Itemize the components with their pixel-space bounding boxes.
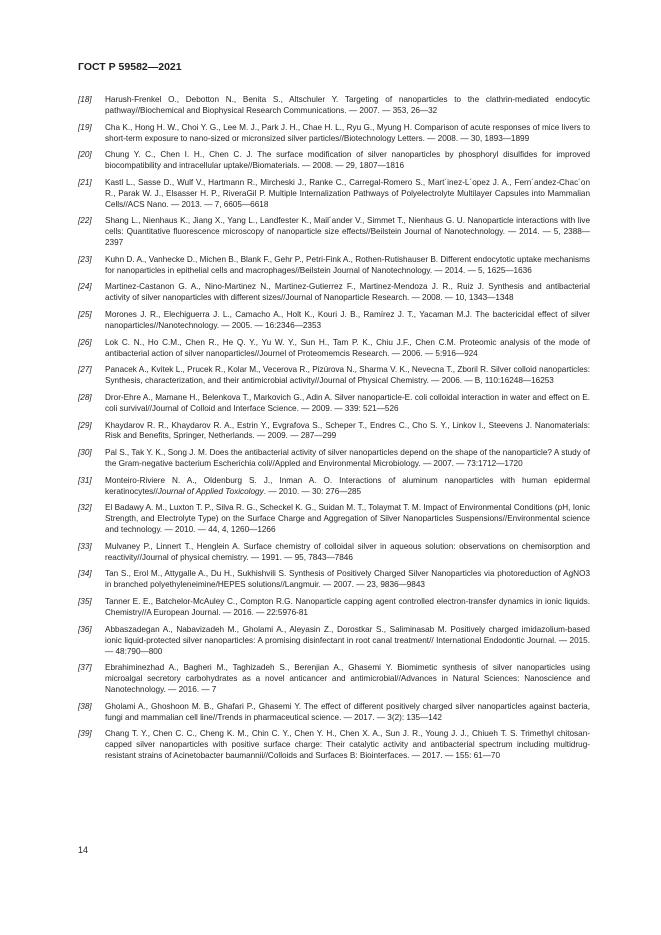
reference-item <box>78 95 590 117</box>
reference-number: [29] <box>78 420 92 430</box>
reference-citation: Shang L., Nienhaus K., Jiang X., Yang L., Landfester K., Mail´ander V., Simmet T., Nienhaus G. U. Nanoparticle interactions with live cells: Quantitative fluorescence microscopy of nanoparticle size effects//Beilstein Journal of Nanotechnology. — 2014. — 5, 2388—2397 <box>105 216 590 248</box>
reference-number: [26] <box>78 337 92 347</box>
reference-text <box>105 365 590 387</box>
reference-citation: Gholami A., Ghoshoon M. B., Ghafari P., Ghasemi Y. The effect of different positively charged silver nanoparticles against bacteria, fungi and mammalian cell line//Trends in pharmaceutical science. — 2017. — 3(2): 135—142 <box>105 701 590 722</box>
reference-number: [38] <box>78 701 92 711</box>
reference-item <box>78 216 590 249</box>
reference-text <box>105 393 590 415</box>
reference-citation: Morones J. R., Elechiguerra J. L., Camacho A., Holt K., Kouri J. B., Ramírez J. T., Yacaman M.J. The bactericidal effect of silver nanoparticles//Nanotechnology. — 2005. — 16:2346—2353 <box>105 310 590 330</box>
reference-citation: Abbaszadegan A., Nabavizadeh M., Gholami A., Aleyasin Z., Dorostkar S., Saliminasab M. Positively charged imidazolium-based ionic liquid-protected silver nanoparticles: A promising disinfectant in root canal treatment// International Endodontic Journal. — 2015. — 48:790—800 <box>105 624 590 656</box>
reference-text <box>105 310 590 332</box>
reference-text <box>105 702 590 724</box>
reference-number: [39] <box>78 729 92 739</box>
reference-citation: Kastl L., Sasse D., Wulf V., Hartmann R., Mircheski J., Ranke C., Carregal-Romero S., Mart´inez-L´opez J. A., Fern´andez-Chac´on R., Parak W. J., Elsasser H. P., RiveraGil P. Multiple Internalization Pathways of Polyelectrolyte Multilayer Capsules into Mammalian Cells//ACS Nano. — 2013. — 7, 6605—6618 <box>105 177 590 209</box>
reference-text <box>105 597 590 619</box>
reference-number: [23] <box>78 254 92 264</box>
page-number: 14 <box>78 845 89 855</box>
reference-item <box>78 663 590 696</box>
reference-citation: Panacek A., Kvitek L., Prucek R., Kolar M., Vecerova R., Pizúrova N., Sharma V. K., Nevecna T., Zboril R. Silver colloid nanoparticles: Synthesis, characterization, and their antimicrobial activity//Journal of Physical Chemistry. — 2006. — B, 110:16248—16253 <box>105 365 590 386</box>
reference-citation: Chung Y. C., Chen I. H., Chen C. J. The surface modification of silver nanoparticles by phosphoryl disulfides for improved biocompatibility and intracellular uptake//Biomaterials. — 2008. — 29, 1807—1816 <box>105 150 590 171</box>
reference-citation-tail: . — 2010. — 30: 276—285 <box>263 486 362 496</box>
reference-text <box>105 625 590 658</box>
reference-item <box>78 542 590 564</box>
reference-text <box>105 503 590 536</box>
reference-item <box>78 178 590 211</box>
reference-text <box>105 282 590 304</box>
reference-number: [33] <box>78 541 92 551</box>
reference-item <box>78 503 590 536</box>
reference-text <box>105 338 590 360</box>
reference-text <box>105 95 590 117</box>
reference-citation: Khaydarov R. R., Khaydarov R. A., Estrin Y., Evgrafova S., Scheper T., Endres C., Cho S. Y., Linkov I., Steevens J. Nanomaterials: Risk and Benefits, Springer, Netherlands. — 2009. — 287—299 <box>105 420 590 441</box>
reference-text <box>105 178 590 211</box>
reference-number: [32] <box>78 503 92 513</box>
reference-number: [35] <box>78 597 92 607</box>
reference-number: [20] <box>78 150 92 160</box>
reference-citation: Mulvaney P., Linnert T., Henglein A. Surface chemistry of colloidal silver in aqueous solution: observations on chemisorption and reactivity//Journal of physical chemistry. — 1991. — 95, 7843—7846 <box>105 541 590 562</box>
reference-citation: Martinez-Castanon G. A., Nino-Martinez N., Martinez-Gutierrez F., Martinez-Mendoza J. R., Ruiz J. Synthesis and antibacterial activity of silver nanoparticles with different sizes//Journal of Nanoparticle Research. — 2008. — 10, 1343—1348 <box>105 282 590 303</box>
standard-header: ГОСТ Р 59582—2021 <box>78 61 182 73</box>
reference-citation: Kuhn D. A., Vanhecke D., Michen B., Blank F., Gehr P., Petri-Fink A., Rothen-Rutishauser B. Different endocytotic uptake mechanisms for nanoparticles in epithelial cells and macrophages//Beilstein Journal of Nanotechnology. — 2014. — 5, 1625—1636 <box>105 254 590 275</box>
reference-number: [24] <box>78 282 92 292</box>
reference-text <box>105 421 590 443</box>
reference-number: [25] <box>78 310 92 320</box>
reference-item <box>78 476 590 498</box>
reference-text <box>105 729 590 762</box>
reference-item <box>78 729 590 762</box>
reference-item <box>78 365 590 387</box>
reference-citation: El Badawy A. M., Luxton T. P., Silva R. G., Scheckel K. G., Suidan M. T., Tolaymat T. M. Impact of Environmental Conditions (pH, Ionic Strength, and Electrolyte Type) on the Surface Charge and Aggregation of Silver Nanoparticles Suspensions//Environmental science and technology. — 2010. — 44, 4, 1260—1266 <box>105 503 590 535</box>
reference-citation: Monteiro-Riviere N. A., Oldenburg S. J., Inman A. O. Interactions of aluminum nanoparticles with human epidermal keratinocytes// <box>105 475 590 496</box>
reference-number: [19] <box>78 122 92 132</box>
reference-item <box>78 393 590 415</box>
reference-text <box>105 123 590 145</box>
reference-number: [21] <box>78 177 92 187</box>
reference-citation: Cha K., Hong H. W., Choi Y. G., Lee M. J., Park J. H., Chae H. L., Ryu G., Myung H. Comparison of acute responses of mice livers to short-term exposure to nano-sized or micronsized silver particles//Biotechnology Letters. — 2008. — 30, 1893—1899 <box>105 122 590 143</box>
reference-list <box>78 95 590 768</box>
reference-number: [37] <box>78 663 92 673</box>
reference-item <box>78 597 590 619</box>
reference-number: [28] <box>78 392 92 402</box>
reference-number: [31] <box>78 475 92 485</box>
reference-item <box>78 255 590 277</box>
reference-text <box>105 663 590 696</box>
reference-citation: Harush-Frenkel O., Debotton N., Benita S., Altschuler Y. Targeting of nanoparticles to the clathrin-mediated endocytic pathway//Biochemical and Biophysical Research Communications. — 2007. — 353, 26—32 <box>105 95 590 115</box>
reference-journal-italic: Journal of Applied Toxicology <box>157 486 264 496</box>
reference-text <box>105 255 590 277</box>
reference-citation: Tan S., Erol M., Attygalle A., Du H., Sukhishvili S. Synthesis of Positively Charged Silver Nanoparticles via photoreduction of AgNO3 in branched polyethyleneimine/HEPES solutions//Langmuir. — 2007. — 23, 9836—9843 <box>105 569 590 590</box>
reference-item <box>78 702 590 724</box>
reference-item <box>78 569 590 591</box>
reference-citation: Dror-Ehre A., Mamane H., Belenkova T., Markovich G., Adin A. Silver nanoparticle-E. coli colloidal interaction in water and effect on E. coli survival//Journal of Colloid and Interface Science. — 2009. — 339: 521—526 <box>105 392 590 413</box>
reference-number: [30] <box>78 448 92 458</box>
reference-item <box>78 150 590 172</box>
reference-text <box>105 476 590 498</box>
reference-number: [22] <box>78 216 92 226</box>
reference-text <box>105 216 590 249</box>
reference-item <box>78 338 590 360</box>
reference-text <box>105 150 590 172</box>
reference-citation: Chang T. Y., Chen C. C., Cheng K. M., Chin C. Y., Chen Y. H., Chen X. A., Sun J. R., Young J. J., Chiueh T. S. Trimethyl chitosan-capped silver nanoparticles with positive surface charge: Their catalytic activity and antibacterial spectrum including multidrug-resistant strains of Acinetobacter baumannii//Colloids and Surfaces B: Biointerfaces. — 2017. — 155: 61—70 <box>105 729 590 761</box>
reference-item <box>78 625 590 658</box>
reference-number: [36] <box>78 624 92 634</box>
reference-item <box>78 421 590 443</box>
reference-number: [27] <box>78 365 92 375</box>
reference-citation: Ebrahiminezhad A., Bagheri M., Taghizadeh S., Berenjian A., Ghasemi Y. Biomimetic synthesis of silver nanoparticles using microalgal secretory carbohydrates as a novel anticancer and antimicrobial//Advances in Natural Sciences: Nanoscience and Nanotechnology. — 2016. — 7 <box>105 663 590 695</box>
reference-citation: Pal S., Tak Y. K., Song J. M. Does the antibacterial activity of silver nanoparticles depend on the shape of the nanoparticle? A study of the Gram-negative bacterium Escherichia coli//Appled and Environmental Microbiology. — 2007. — 73:1712—1720 <box>105 448 590 469</box>
reference-number: [34] <box>78 569 92 579</box>
reference-item <box>78 123 590 145</box>
reference-text <box>105 448 590 470</box>
reference-number: [18] <box>78 95 92 104</box>
reference-citation: Tanner E. E., Batchelor-McAuley C., Compton R.G. Nanoparticle capping agent controlled electron-transfer dynamics in ionic liquids. Chemistry//A European Journal. — 2016. — 22:5976-81 <box>105 597 590 617</box>
reference-item <box>78 282 590 304</box>
reference-text <box>105 542 590 564</box>
reference-item <box>78 448 590 470</box>
reference-item <box>78 310 590 332</box>
reference-text <box>105 569 590 591</box>
reference-citation: Lok C. N., Ho C.M., Chen R., He Q. Y., Yu W. Y., Sun H., Tam P. K., Chiu J.F., Chen C.M. Proteomic analysis of the mode of antibacterial action of silver nanoparticles//Journel of Proteomemcis Research. — 2006. — 5:916—924 <box>105 337 590 358</box>
